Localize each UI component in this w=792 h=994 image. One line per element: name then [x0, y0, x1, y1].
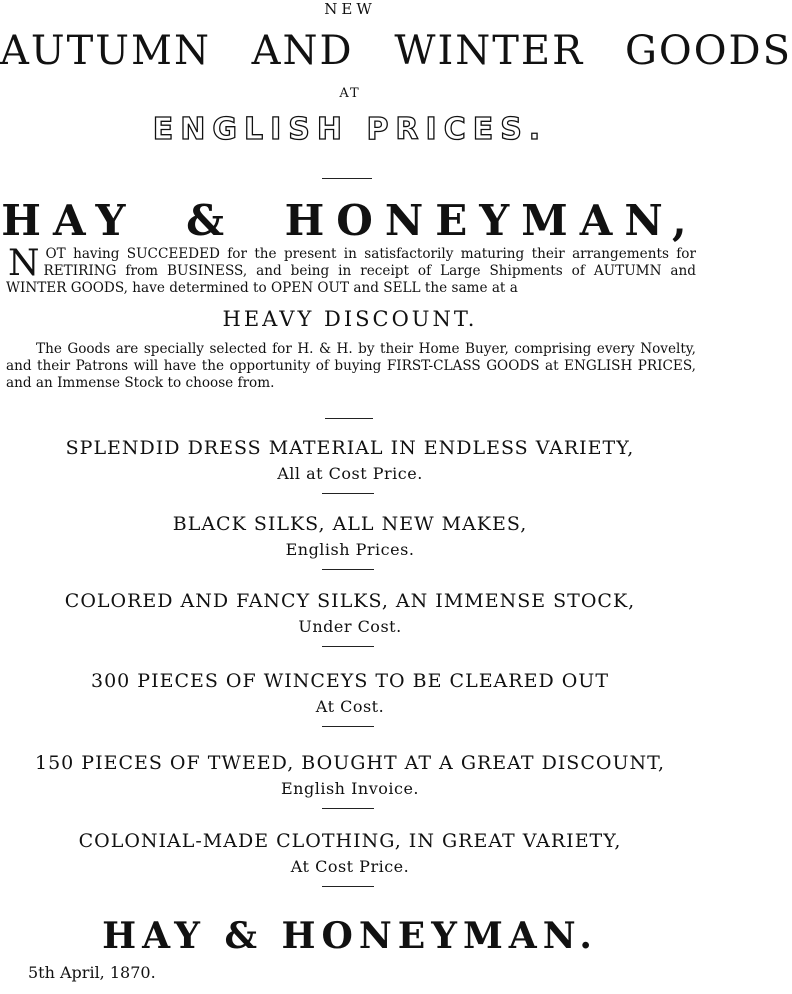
divider: [322, 569, 374, 570]
item-subtitle: All at Cost Price.: [277, 464, 423, 483]
divider: [322, 726, 374, 727]
divider: [322, 808, 374, 809]
item-title: 300 PIECES OF WINCEYS TO BE CLEARED OUT: [90, 670, 609, 692]
item-title: 150 PIECES OF TWEED, BOUGHT AT A GREAT DISCOUNT,: [35, 752, 665, 774]
dropcap: N: [8, 243, 40, 284]
item-title: COLONIAL-MADE CLOTHING, IN GREAT VARIETY,: [78, 830, 622, 852]
signature: HAY & HONEYMAN.: [102, 915, 598, 957]
divider: [325, 418, 373, 419]
intro-paragraph: [6, 243, 696, 297]
item-subtitle: At Cost.: [315, 697, 385, 716]
discount-heading: HEAVY DISCOUNT.: [222, 307, 478, 331]
intro-text: OT having SUCCEEDED for the present in satisfactorily maturing their arrangements for RETIRING from BUSINESS, and being in receipt of Large Shipments of AUTUMN and WINTER GOODS, have determined to OPEN OUT and SELL the same at a: [6, 246, 696, 296]
description-paragraph: The Goods are specially selected for H. & H. by their Home Buyer, comprising every Novelty, and their Patrons will have the opportunity of buying FIRST-CLASS GOODS at ENGLISH PRICES, and an Immense Stock to choose from.: [6, 341, 696, 391]
date: 5th April, 1870.: [28, 963, 156, 982]
divider: [322, 886, 374, 887]
item-subtitle: Under Cost.: [298, 617, 402, 636]
divider: [322, 178, 372, 179]
headline-subtitle: ENGLISH PRICES.: [152, 112, 548, 147]
divider: [322, 493, 374, 494]
item-title: COLORED AND FANCY SILKS, AN IMMENSE STOCK,: [64, 590, 636, 612]
item-title: SPLENDID DRESS MATERIAL IN ENDLESS VARIETY,: [65, 437, 635, 459]
item-title: BLACK SILKS, ALL NEW MAKES,: [172, 513, 528, 535]
item-subtitle: English Prices.: [285, 540, 415, 559]
header-at: AT: [339, 86, 361, 101]
item-subtitle: At Cost Price.: [290, 857, 410, 876]
headline-title: AUTUMN AND WINTER GOODS: [0, 28, 792, 74]
divider: [322, 646, 374, 647]
firm-name: HAY & HONEYMAN,: [1, 196, 699, 245]
header-new: NEW: [324, 0, 376, 18]
item-subtitle: English Invoice.: [281, 779, 419, 798]
